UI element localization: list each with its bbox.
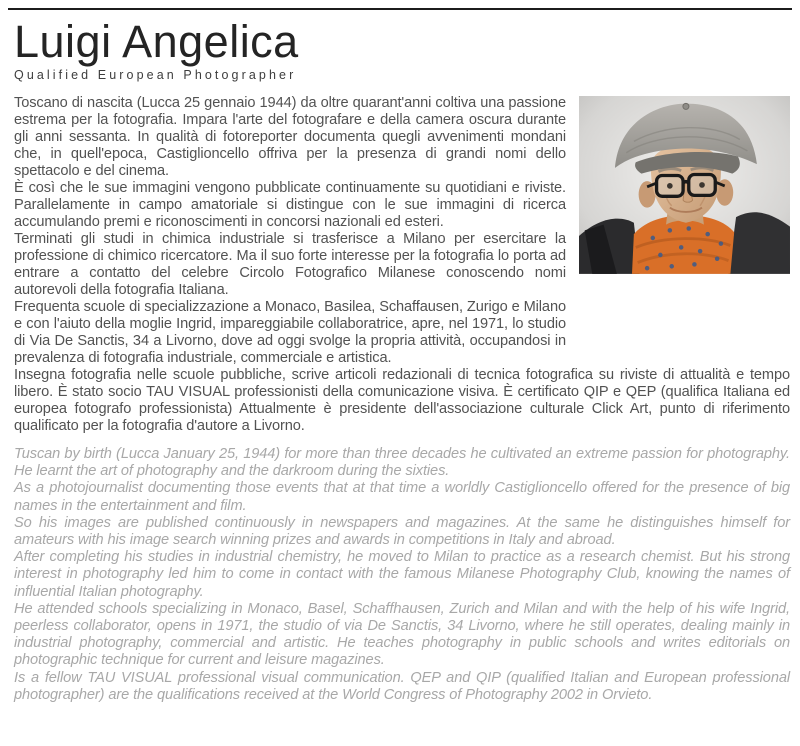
italian-bio-column — [14, 95, 566, 367]
bio-top-row — [14, 95, 790, 367]
page — [0, 8, 800, 704]
page-header — [0, 10, 800, 82]
portrait-illustration — [579, 96, 790, 274]
italian-bio-paragraph: Frequenta scuole di specializzazione a Monaco, Basilea, Schaffausen, Zurigo e Milano e con l'aiuto della moglie Ingrid, impareggiabile collaboratrice, apre, nel 1971, lo studio di Via De Sanctis, 34 a Livorno, dove ad oggi svolge la propria attività, occupandosi in prevalenza di fotografia industriale, commerciale e artistica. — [14, 298, 566, 366]
english-bio-paragraph: After completing his studies in industrial chemistry, he moved to Milan to practice as a research chemist. But his strong interest in photography led him to come in contact with the famous Milanese Photography Club, knowing the names of influential Italian photography. — [14, 549, 790, 600]
english-bio-paragraph: Is a fellow TAU VISUAL professional visual communication. QEP and QIP (qualified Italian and European professional photographer) are the qualifications received at the World Congress of Photography 2002 in Orvieto. — [14, 669, 790, 703]
english-bio-paragraph: So his images are published continuously in newspapers and magazines. At the same he distinguishes himself for amateurs with his image search winning prizes and awards in competitions in Italy and abroad. — [14, 514, 790, 548]
jacket-right-shoulder — [728, 212, 789, 274]
english-bio-paragraph: Tuscan by birth (Lucca January 25, 1944) for more than three decades he cultivated an extreme passion for photography. He learnt the art of photography and the darkroom during the sixties. — [14, 445, 790, 480]
page-title: Luigi Angelica — [14, 16, 299, 67]
bio-content — [0, 82, 800, 704]
italian-bio-paragraph: Terminati gli studi in chimica industriale si trasferisce a Milano per esercitare la professione di chimico ricercatore. Ma il suo forte interesse per la fotografia lo porta ad entrare a contatto del celebre Circolo Fotografico Milanese conoscendo nomi autorevoli della fotografia Italiana. — [14, 230, 566, 298]
italian-bio-paragraph: Toscano di nascita (Lucca 25 gennaio 1944) da oltre quarant'anni coltiva una passione estrema per la fotografia. Impara l'arte del fotografare e della camera oscura durante gli anni sessanta. In qualità di fotoreporter documenta quegli avvenimenti mondani che, in quell'epoca, Castiglioncello offriva per la presenza di grandi nomi dello spettacolo e del cinema. — [14, 94, 566, 179]
portrait-photo — [579, 96, 790, 274]
english-bio-section — [14, 446, 790, 704]
italian-bio-paragraph: Insegna fotografia nelle scuole pubbliche, scrive articoli redazionali di tecnica fotografica su riviste di attualità e tempo libero. È stato socio TAU VISUAL professionisti della comunicazione visiva. È certificato QIP e QEP (qualifica Italiana ed europea fotografo professionista) Attualmente è presidente dell'associazione culturale Click Art, punto di riferimento qualificato per la fotografia d'autore a Livorno. — [14, 366, 790, 434]
cap-button — [683, 103, 689, 109]
english-bio-paragraph: He attended schools specializing in Monaco, Basel, Schaffhausen, Zurich and Milan and with the help of his wife Ingrid, peerless collaborator, opens in 1971, the studio of via De Sanctis, 34 Livorno, where he still operates, dealing mainly in industrial photography, commercial and artistic. He teaches photography in public schools and writes editorials on photographic technique for current and leisure magazines. — [14, 600, 790, 669]
english-bio-paragraph: As a photojournalist documenting those events that at that time a worldly Castiglioncello offered for the presence of big names in the entertainment and film. — [14, 480, 790, 514]
page-subtitle: Qualified European Photographer — [14, 67, 297, 82]
italian-bio-paragraph: È così che le sue immagini vengono pubblicate continuamente su quotidiani e riviste. Parallelamente in campo amatoriale si distingue con le sue immagini di ricerca accumulando premi e riconoscimenti in concorsi nazionali ed esteri. — [14, 179, 566, 230]
